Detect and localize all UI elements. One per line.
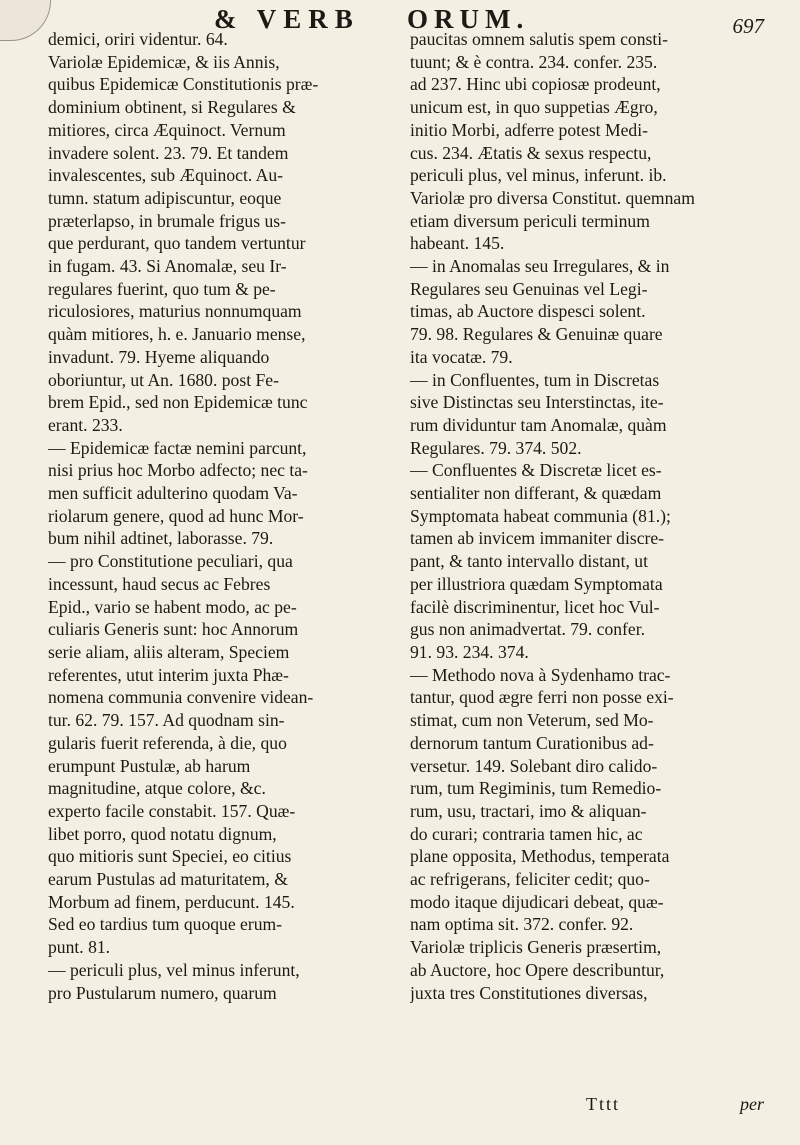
- text-line: plane opposita, Methodus, temperata: [410, 846, 670, 867]
- text-line: tamen ab invicem immaniter discre-: [410, 528, 665, 549]
- text-line: — in Confluentes, tum in Discretas: [410, 369, 660, 390]
- text-line: stimat, cum non Veterum, sed Mo-: [410, 710, 654, 731]
- text-line: tantur, quod ægre ferri non posse exi-: [410, 687, 674, 708]
- text-line: — Confluentes & Discretæ licet es-: [410, 460, 662, 481]
- text-line: — in Anomalas seu Irregulares, & in: [410, 256, 670, 277]
- text-line: Sed eo tardius tum quoque erum-: [48, 914, 283, 935]
- text-line: Epid., vario se habent modo, ac pe-: [48, 596, 297, 617]
- text-line: paucitas omnem salutis spem consti-: [410, 29, 668, 49]
- text-line: nomena communia convenire videan-: [48, 687, 314, 708]
- right-column: [410, 28, 766, 1138]
- text-line: incessunt, haud secus ac Febres: [48, 573, 271, 594]
- text-line: Variolæ triplicis Generis præsertim,: [410, 937, 662, 958]
- text-line: nam optima sit. 372. confer. 92.: [410, 914, 634, 935]
- text-line: sive Distinctas seu Interstinctas, ite-: [410, 392, 664, 413]
- text-line: periculi plus, vel minus, inferunt. ib.: [410, 165, 667, 186]
- text-line: gularis fuerit referenda, à die, quo: [48, 732, 287, 753]
- text-line: etiam diversum periculi terminum: [410, 210, 650, 231]
- text-line: ac refrigerans, feliciter cedit; quo-: [410, 869, 650, 890]
- text-line: Regulares. 79. 374. 502.: [410, 437, 582, 458]
- text-line: juxta tres Constitutiones diversas,: [410, 982, 648, 1003]
- text-line: — periculi plus, vel minus inferunt,: [48, 959, 300, 980]
- text-line: quibus Epidemicæ Constitutionis præ-: [48, 74, 319, 95]
- text-line: timas, ab Auctore dispesci solent.: [410, 301, 646, 322]
- text-line: præterlapso, in brumale frigus us-: [48, 210, 286, 231]
- text-line: cus. 234. Ætatis & sexus respectu,: [410, 142, 652, 163]
- text-line: culiaris Generis sunt: hoc Annorum: [48, 619, 299, 640]
- text-line: dernorum tantum Curationibus ad-: [410, 732, 654, 753]
- text-line: ita vocatæ. 79.: [410, 346, 513, 367]
- text-line: pro Pustularum numero, quarum: [48, 982, 277, 1003]
- text-line: 91. 93. 234. 374.: [410, 641, 529, 662]
- text-line: 79. 98. Regulares & Genuinæ quare: [410, 324, 663, 345]
- text-line: initio Morbi, adferre potest Medi-: [410, 119, 648, 140]
- text-line: experto facile constabit. 157. Quæ-: [48, 800, 296, 821]
- text-line: men sufficit adulterino quodam Va-: [48, 483, 298, 504]
- text-line: — Epidemicæ factæ nemini parcunt,: [48, 437, 307, 458]
- text-line: rum dividuntur tam Anomalæ, quàm: [410, 414, 667, 435]
- text-line: earum Pustulas ad maturitatem, &: [48, 869, 288, 890]
- text-line: do curari; contraria tamen hic, ac: [410, 823, 643, 844]
- page-number: 697: [732, 14, 764, 38]
- catchword: per: [740, 1094, 764, 1114]
- text-line: nisi prius hoc Morbo adfecto; nec ta-: [48, 460, 308, 481]
- text-line: erant. 233.: [48, 414, 123, 435]
- text-line: demici, oriri videntur. 64.: [48, 29, 228, 49]
- text-line: oboriuntur, ut An. 1680. post Fe-: [48, 369, 279, 390]
- text-line: quàm mitiores, h. e. Januario mense,: [48, 324, 306, 345]
- text-line: gus non animadvertat. 79. confer.: [410, 619, 646, 640]
- text-line: tumn. statum adipiscuntur, eoque: [48, 187, 282, 208]
- text-line: riculosiores, maturius nonnumquam: [48, 301, 302, 322]
- text-line: invalescentes, sub Æquinoct. Au-: [48, 165, 284, 186]
- text-line: ad 237. Hinc ubi copiosæ prodeunt,: [410, 74, 661, 95]
- text-line: — Methodo nova à Sydenhamo trac-: [410, 664, 671, 685]
- text-line: serie aliam, aliis alteram, Speciem: [48, 641, 290, 662]
- text-line: libet porro, quod notatu dignum,: [48, 823, 277, 844]
- text-line: invadunt. 79. Hyeme aliquando: [48, 346, 270, 367]
- text-line: pant, & tanto intervallo distant, ut: [410, 551, 648, 572]
- text-line: Variolæ Epidemicæ, & iis Annis,: [48, 51, 280, 72]
- text-line: erumpunt Pustulæ, ab harum: [48, 755, 251, 776]
- running-head-left: & VERB: [214, 4, 360, 34]
- text-line: in fugam. 43. Si Anomalæ, seu Ir-: [48, 256, 287, 277]
- text-line: sentialiter non differant, & quædam: [410, 483, 662, 504]
- text-line: Morbum ad finem, perducunt. 145.: [48, 891, 295, 912]
- text-line: dominium obtinent, si Regulares &: [48, 97, 296, 118]
- text-line: Regulares seu Genuinas vel Legi-: [410, 278, 648, 299]
- text-line: ab Auctore, hoc Opere describuntur,: [410, 959, 665, 980]
- text-line: versetur. 149. Solebant diro calido-: [410, 755, 658, 776]
- text-line: tur. 62. 79. 157. Ad quodnam sin-: [48, 710, 285, 731]
- text-line: per illustriora quædam Symptomata: [410, 573, 663, 594]
- text-line: brem Epid., sed non Epidemicæ tunc: [48, 392, 308, 413]
- text-line: Variolæ pro diversa Constitut. quemnam: [410, 187, 695, 208]
- text-line: habeant. 145.: [410, 233, 505, 254]
- text-line: modo itaque dijudicari debeat, quæ-: [410, 891, 664, 912]
- text-line: quo mitioris sunt Speciei, eo citius: [48, 846, 292, 867]
- text-line: magnitudine, atque colore, &c.: [48, 778, 266, 799]
- text-line: riolarum genere, quod ad hunc Mor-: [48, 505, 304, 526]
- text-line: rum, usu, tractari, imo & aliquan-: [410, 800, 647, 821]
- text-line: que perdurant, quo tandem vertuntur: [48, 233, 306, 254]
- running-head-right: ORUM.: [407, 4, 530, 34]
- signature-mark: Tttt: [586, 1094, 620, 1114]
- text-line: unicum est, in quo suppetias Ægro,: [410, 97, 658, 118]
- text-line: invadere solent. 23. 79. Et tandem: [48, 142, 289, 163]
- text-line: punt. 81.: [48, 937, 111, 958]
- text-line: referentes, utut interim juxta Phæ-: [48, 664, 289, 685]
- text-line: Symptomata habeat communia (81.);: [410, 505, 671, 526]
- text-line: rum, tum Regiminis, tum Remedio-: [410, 778, 662, 799]
- text-line: — pro Constitutione peculiari, qua: [48, 551, 293, 572]
- text-line: mitiores, circa Æquinoct. Vernum: [48, 119, 286, 140]
- text-line: regulares fuerint, quo tum & pe-: [48, 278, 276, 299]
- text-line: bum nihil adtinet, laborasse. 79.: [48, 528, 274, 549]
- text-line: facilè discriminentur, licet hoc Vul-: [410, 596, 660, 617]
- text-line: tuunt; & è contra. 234. confer. 235.: [410, 51, 658, 72]
- left-column: [48, 28, 404, 1138]
